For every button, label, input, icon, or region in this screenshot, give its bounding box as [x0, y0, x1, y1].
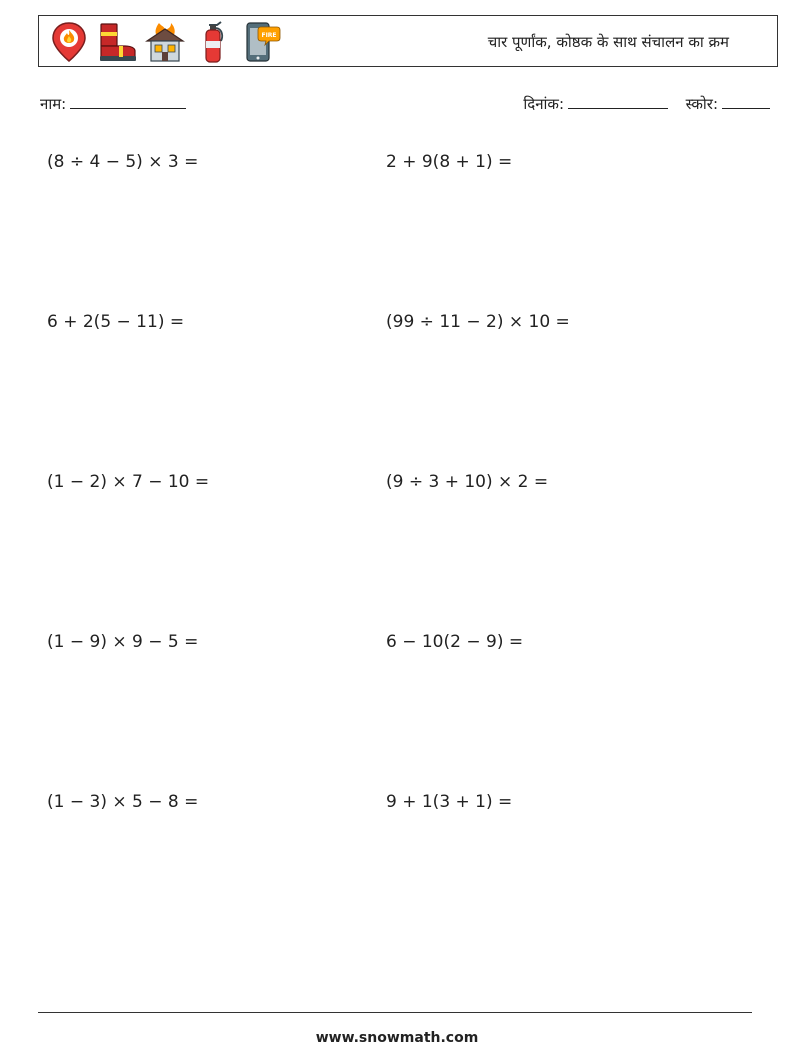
phone-badge-text: FIRE	[261, 32, 277, 39]
footer-divider	[38, 1012, 752, 1013]
date-label: दिनांक:	[523, 95, 564, 113]
footer-url[interactable]: www.snowmath.com	[315, 1030, 479, 1046]
fire-location-pin-icon	[47, 19, 91, 65]
date-blank[interactable]	[568, 94, 668, 109]
date-score-fields	[523, 94, 770, 114]
problem-8: 6 − 10(2 − 9) =	[386, 632, 524, 652]
page-title: चार पूर्णांक, कोष्ठक के साथ संचालन का क्रम	[487, 33, 729, 51]
name-label: नाम:	[40, 95, 67, 113]
score-label: स्कोर:	[685, 95, 718, 113]
problem-9: (1 − 3) × 5 − 8 =	[47, 792, 199, 812]
problem-5: (1 − 2) × 7 − 10 =	[47, 472, 210, 492]
fire-extinguisher-icon	[191, 19, 235, 65]
problem-6: (9 ÷ 3 + 10) × 2 =	[386, 472, 549, 492]
worksheet-header	[38, 15, 778, 67]
score-blank[interactable]	[722, 94, 770, 109]
problem-2: 2 + 9(8 + 1) =	[386, 152, 513, 172]
problem-3: 6 + 2(5 − 11) =	[47, 312, 185, 332]
problem-10: 9 + 1(3 + 1) =	[386, 792, 513, 812]
problem-7: (1 − 9) × 9 − 5 =	[47, 632, 199, 652]
fire-boot-icon	[95, 19, 139, 65]
fire-alert-phone-icon	[239, 19, 283, 65]
problem-4: (99 ÷ 11 − 2) × 10 =	[386, 312, 570, 332]
problem-1: (8 ÷ 4 − 5) × 3 =	[47, 152, 199, 172]
name-blank[interactable]	[70, 94, 186, 109]
name-field	[40, 94, 186, 114]
house-fire-icon	[143, 19, 187, 65]
header-icons	[47, 19, 283, 65]
